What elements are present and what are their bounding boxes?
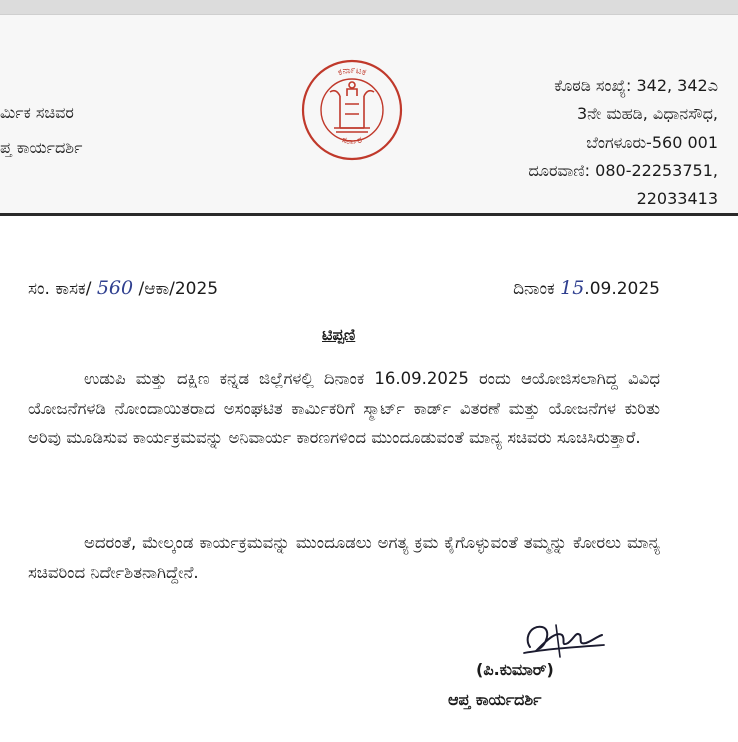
- reference-prefix: ಸಂ. ಕಾಸಕ/: [28, 279, 97, 299]
- top-border: [0, 0, 738, 15]
- letter-date: [513, 278, 660, 299]
- signatory-designation: ಆಪ್ತ ಕಾರ್ಯದರ್ಶಿ: [448, 690, 542, 709]
- signature-icon: [516, 617, 608, 661]
- reference-suffix: /ಆಕಾ/2025: [133, 279, 219, 299]
- phone-line-2: 22033413: [636, 189, 718, 208]
- body-paragraph-2: ಅದರಂತೆ, ಮೇಲ್ಕಂಡ ಕಾರ್ಯಕ್ರಮವನ್ನು ಮುಂದೂಡಲು ಅಗತ್ಯ ಕ್ರಮ ಕೈಗೊಳ್ಳುವಂತೆ ತಮ್ಮನ್ನು ಕೋರಲು ಮಾನ್ಯ ಸಚಿವರಿಂದ ನಿರ್ದೇಶಿತನಾಗಿದ್ದೇನೆ.: [28, 533, 660, 582]
- address-line-2: 3ನೇ ಮಹಡಿ, ವಿಧಾನಸೌಧ,: [576, 104, 718, 123]
- emblem-top-text: ಕರ್ನಾಟಕ: [336, 65, 368, 79]
- phone-line-1: ದೂರವಾಣಿ: 080-22253751,: [528, 161, 718, 180]
- reference-number: [28, 278, 218, 299]
- reference-handwritten-number: 560: [96, 277, 134, 299]
- svg-text:ಸರ್ಕಾರ: [341, 135, 364, 146]
- office-title-line1: ರ್ಮಿಕ ಸಚಿವರ: [0, 103, 74, 122]
- date-prefix: ದಿನಾಂಕ: [513, 279, 561, 299]
- address-line-1: ಕೊಠಡಿ ಸಂಖ್ಯೆ: 342, 342ಎ: [554, 76, 718, 95]
- emblem-bottom-text: ಸರ್ಕಾರ: [340, 135, 364, 147]
- letterhead-divider: [0, 213, 738, 216]
- svg-text:ಕರ್ನಾಟಕ: [337, 66, 368, 79]
- date-handwritten-day: 15: [560, 277, 585, 299]
- note-heading: ಟಿಪ್ಪಣಿ: [322, 325, 356, 344]
- signatory-name: (ಪಿ.ಕುಮಾರ್): [476, 660, 554, 679]
- office-title-line2: ಪ್ತ ಕಾರ್ಯದರ್ಶಿ: [0, 138, 83, 157]
- date-suffix: .09.2025: [584, 279, 660, 299]
- karnataka-emblem-icon: [300, 58, 404, 162]
- address-line-3: ಬೆಂಗಳೂರು-560 001: [586, 133, 718, 152]
- body-paragraph-1: ಉಡುಪಿ ಮತ್ತು ದಕ್ಷಿಣ ಕನ್ನಡ ಜಿಲ್ಲೆಗಳಲ್ಲಿ ದಿನಾಂಕ 16.09.2025 ರಂದು ಆಯೋಜಿಸಲಾಗಿದ್ದ ವಿವಿಧ ಯೋಜನೆಗಳಡಿ ನೋಂದಾಯಿತರಾದ ಅಸಂಘಟಿತ ಕಾರ್ಮಿಕರಿಗೆ ಸ್ಮಾರ್ಟ್ ಕಾರ್ಡ್ ವಿತರಣೆ ಮತ್ತು ಯೋಜನೆಗಳ ಕುರಿತು ಅರಿವು ಮೂಡಿಸುವ ಕಾರ್ಯಕ್ರಮವನ್ನು ಅನಿವಾರ್ಯ ಕಾರಣಗಳಿಂದ ಮುಂದೂಡುವಂತೆ ಮಾನ್ಯ ಸಚಿವರು ಸೂಚಿಸಿರುತ್ತಾರೆ.: [28, 369, 660, 447]
